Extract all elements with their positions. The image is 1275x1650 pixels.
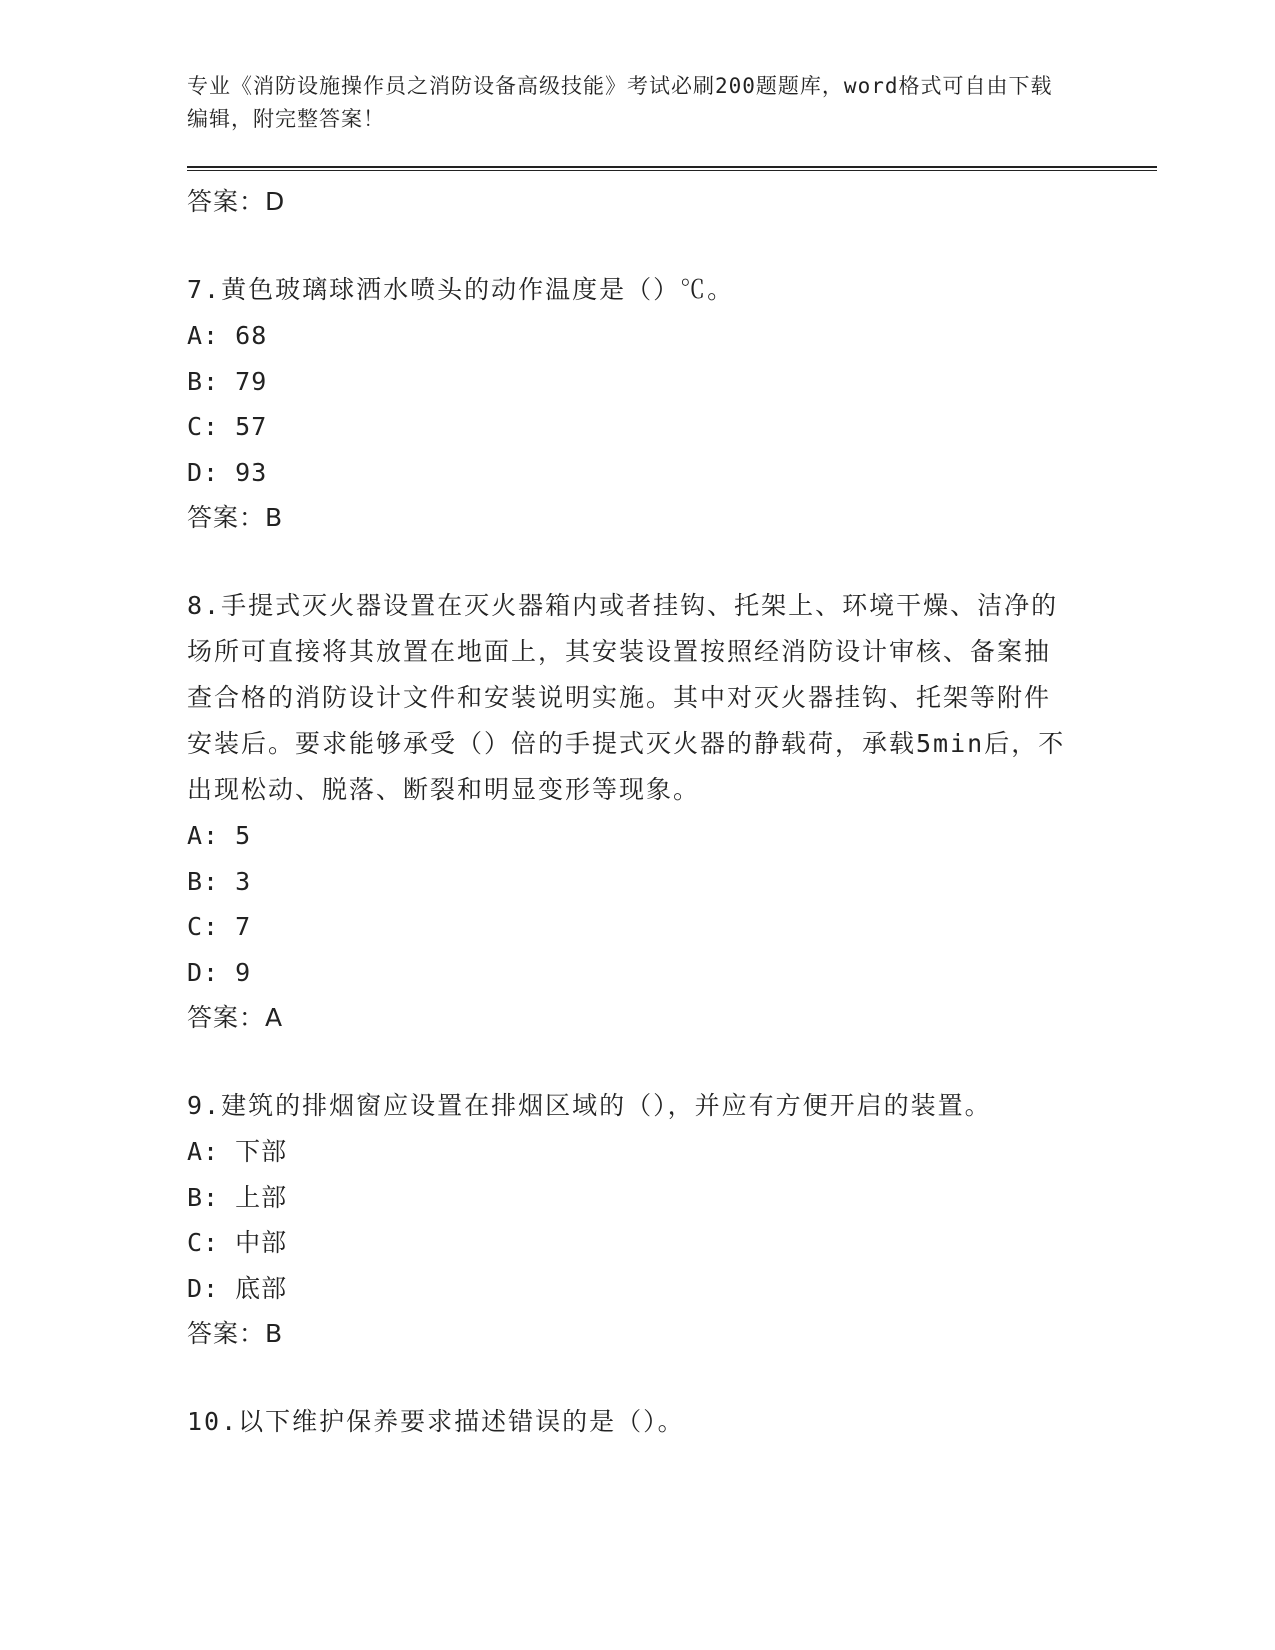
question-8 [187, 583, 1157, 1041]
answer-line: 答案：A [187, 1003, 284, 1032]
answer-line: 答案：B [187, 1319, 284, 1348]
option-b: B: 上部 [187, 1182, 288, 1212]
option-c: C: 中部 [187, 1228, 288, 1257]
question-stem: 9.建筑的排烟窗应设置在排烟区域的（），并应有方便开启的装置。 [187, 1091, 992, 1120]
question-stem: 7.黄色玻璃球洒水喷头的动作温度是（）℃。 [187, 275, 735, 304]
question-stem: 10.以下维护保养要求描述错误的是（）。 [187, 1407, 685, 1436]
option-d: D: 底部 [187, 1273, 288, 1303]
option-c: C: 57 [187, 412, 268, 441]
option-d: D: 93 [187, 457, 268, 487]
option-b: B: 3 [187, 866, 252, 896]
header-divider [187, 166, 1157, 171]
question-7 [187, 267, 1157, 541]
answer-line: 答案：B [187, 503, 284, 532]
option-a: A: 68 [187, 321, 268, 350]
question-stem: 8.手提式灭火器设置在灭火器箱内或者挂钩、托架上、环境干燥、洁净的场所可直接将其放置在地面上，其安装设置按照经消防设计审核、备案抽查合格的消防设计文件和安装说明实施。其中对灭火器挂钩、托架等附件安装后。要求能够承受（）倍的手提式灭火器的静载荷，承载5min后，不出现松动、脱落、断裂和明显变形等现象。 [187, 591, 1066, 804]
answer-line: 答案：D [187, 187, 286, 216]
option-b: B: 79 [187, 366, 268, 396]
option-d: D: 9 [187, 957, 252, 987]
option-a: A: 5 [187, 821, 252, 850]
question-9 [187, 1083, 1157, 1357]
option-c: C: 7 [187, 912, 252, 941]
option-a: A: 下部 [187, 1137, 288, 1166]
document-page [187, 70, 1157, 1445]
question-10 [187, 1399, 1157, 1445]
document-header: 专业《消防设施操作员之消防设备高级技能》考试必刷200题题库，word格式可自由下载编辑，附完整答案！ [187, 74, 1053, 131]
